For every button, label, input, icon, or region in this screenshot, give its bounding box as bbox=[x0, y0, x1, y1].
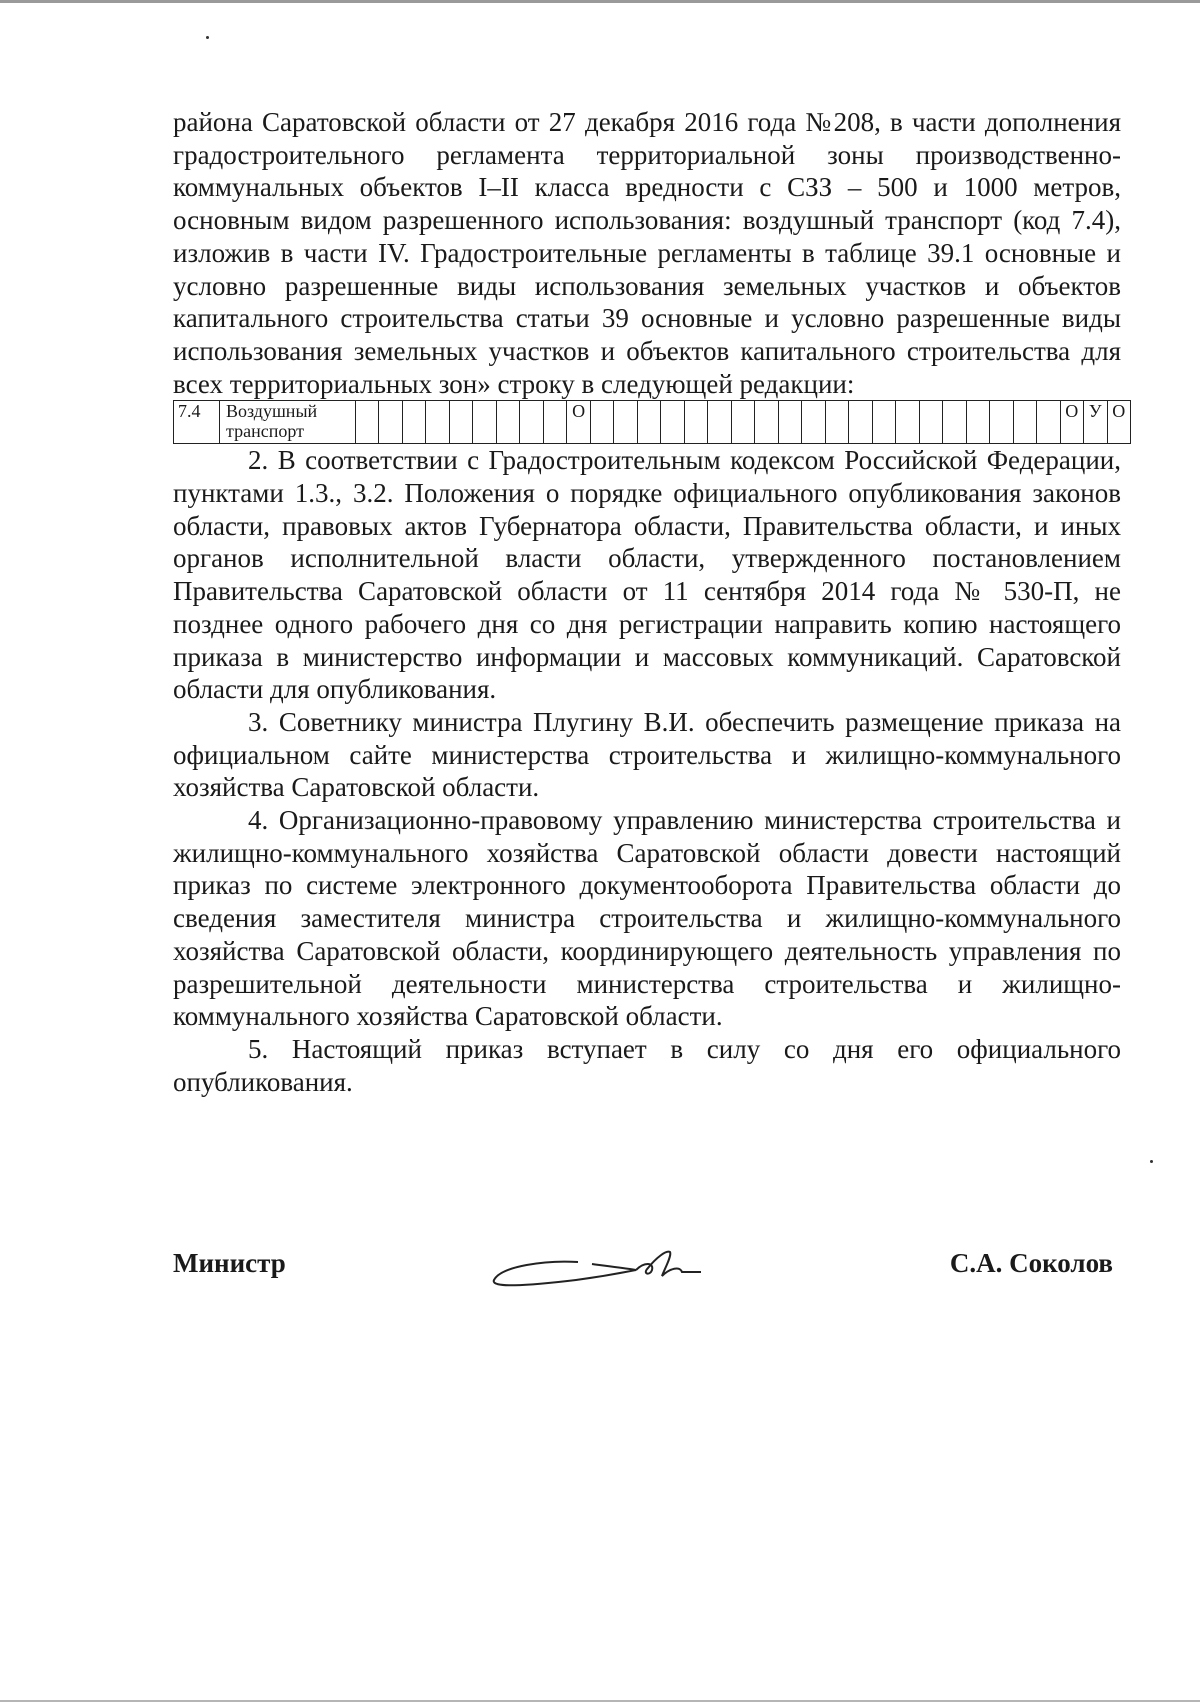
scan-speck bbox=[1150, 1160, 1153, 1163]
table-cell-zone bbox=[778, 401, 801, 444]
table-cell-zone bbox=[755, 401, 778, 444]
regulation-table bbox=[173, 400, 1131, 444]
table-cell-zone bbox=[661, 401, 684, 444]
signatory-name: С.А. Соколов bbox=[949, 1248, 1113, 1278]
table-cell-zone bbox=[520, 401, 543, 444]
table-cell-zone bbox=[356, 401, 379, 444]
paragraph-3: 3. Советнику министра Плугину В.И. обеспечить размещение приказа на официальном сайте министерства строительства и жилищно-коммунального хозяйства Саратовской области. bbox=[173, 706, 1121, 803]
table-cell-zone bbox=[590, 401, 613, 444]
table-cell-zone: У bbox=[1084, 401, 1107, 444]
table-cell-zone bbox=[473, 401, 496, 444]
table-cell-zone bbox=[966, 401, 989, 444]
table-cell-zone bbox=[943, 401, 966, 444]
table-cell-zone: О bbox=[1060, 401, 1083, 444]
scan-edge-top bbox=[0, 0, 1200, 3]
table-cell-zone bbox=[708, 401, 731, 444]
table-cell-zone bbox=[802, 401, 825, 444]
table-cell-zone bbox=[872, 401, 895, 444]
paragraph-5: 5. Настоящий приказ вступает в силу со дня его официального опубликования. bbox=[173, 1033, 1121, 1097]
table-cell-zone bbox=[990, 401, 1013, 444]
signature-block bbox=[173, 1248, 1121, 1308]
table-cell-name: Воздушный транспорт bbox=[220, 401, 356, 444]
table-cell-zone bbox=[614, 401, 637, 444]
table-cell-zone bbox=[1037, 401, 1060, 444]
table-cell-zone: О bbox=[567, 401, 590, 444]
handwritten-signature bbox=[486, 1240, 716, 1300]
document-body bbox=[173, 106, 1126, 1098]
paragraph-4: 4. Организационно-правовому управлению министерства строительства и жилищно-коммунального хозяйства Саратовской области довести настоящий приказ по системе электронного документооборота Правительства области до сведения заместителя министра строительства и жилищно-коммунального хозяйства Саратовской области, координирующего деятельность управления по разрешительной деятельности министерства строительства и жилищно-коммунального хозяйства Саратовской области. bbox=[173, 805, 1121, 1032]
signatory-title: Министр bbox=[173, 1248, 286, 1278]
table-cell-zone bbox=[449, 401, 472, 444]
table-cell-zone bbox=[426, 401, 449, 444]
table-cell-zone bbox=[731, 401, 754, 444]
table-cell-zone: О bbox=[1107, 401, 1131, 444]
scan-speck bbox=[206, 36, 209, 39]
table-cell-zone bbox=[379, 401, 402, 444]
paragraph-2: 2. В соответствии с Градостроительным кодексом Российской Федерации, пунктами 1.3., 3.2. Положения о порядке официального опубликования законов области, правовых актов Губернатора области, Правительства области, и иных органов исполнительной власти области, утвержденного постановлением Правительства Саратовской области от 11 сентября 2014 года № 530-П, не позднее одного рабочего дня со дня регистрации направить копию настоящего приказа в министерство информации и массовых коммуникаций. Саратовской области для опубликования. bbox=[173, 445, 1121, 705]
table-cell-zone bbox=[919, 401, 942, 444]
paragraph-intro: района Саратовской области от 27 декабря 2016 года №208, в части дополнения градостроительного регламента территориальной зоны производственно-коммунальных объектов I–II класса вредности с СЗЗ – 500 и 1000 метров, основным видом разрешенного использования: воздушный транспорт (код 7.4), изложив в части IV. Градостроительные регламенты в таблице 39.1 основные и условно разрешенные виды использования земельных участков и объектов капитального строительства статьи 39 основные и условно разрешенные виды использования земельных участков и объектов капитального строительства для всех территориальных зон» строку в следующей редакции: bbox=[173, 107, 1121, 399]
table-cell-zone bbox=[896, 401, 919, 444]
table-cell-zone bbox=[1013, 401, 1036, 444]
regulation-table-row bbox=[174, 401, 1131, 444]
table-cell-zone bbox=[543, 401, 566, 444]
table-cell-zone bbox=[849, 401, 872, 444]
table-cell-zone bbox=[637, 401, 660, 444]
table-cell-zone bbox=[402, 401, 425, 444]
table-cell-zone bbox=[496, 401, 519, 444]
table-cell-zone bbox=[825, 401, 848, 444]
table-cell-zone bbox=[684, 401, 707, 444]
table-cell-code: 7.4 bbox=[174, 401, 220, 444]
